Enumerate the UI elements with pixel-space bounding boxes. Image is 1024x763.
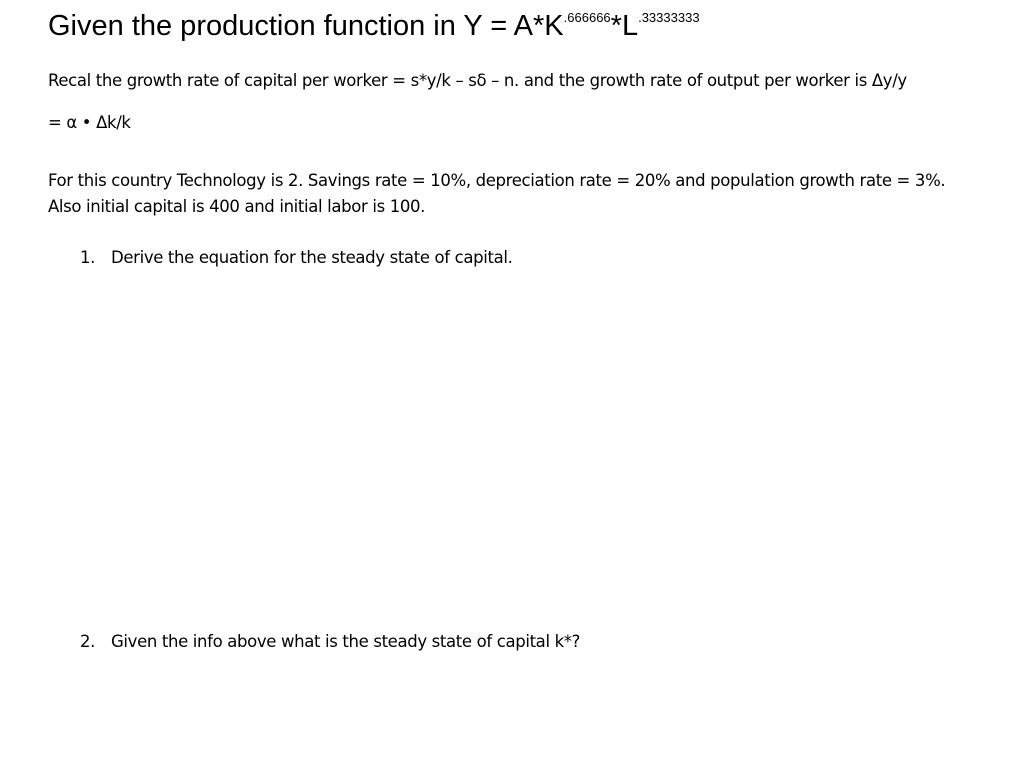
given-line-1: For this country Technology is 2. Savings rate = 10%, depreciation rate = 20% and population growth rate = 3%. <box>48 171 946 190</box>
question-1-text: Derive the equation for the steady state of capital. <box>111 248 513 267</box>
labor-symbol: L <box>621 10 639 42</box>
question-1-number: 1. <box>80 248 96 267</box>
recall-line-2: = α • Δk/k <box>48 113 131 132</box>
k-exponent: .666666 <box>563 10 611 25</box>
l-exponent: .33333333 <box>638 10 700 25</box>
production-function-heading <box>48 6 700 46</box>
heading-text: Given the production function in Y = A*K <box>48 10 564 42</box>
question-1 <box>80 248 512 267</box>
question-2 <box>80 632 580 651</box>
recall-line-1: Recal the growth rate of capital per worker = s*y/k – sδ – n. and the growth rate of output per worker is Δy/y <box>48 71 907 90</box>
question-2-text: Given the info above what is the steady state of capital k*? <box>111 632 581 651</box>
question-2-number: 2. <box>80 632 96 651</box>
given-line-2: Also initial capital is 400 and initial labor is 100. <box>48 197 426 216</box>
multiply-star: * <box>610 10 622 42</box>
